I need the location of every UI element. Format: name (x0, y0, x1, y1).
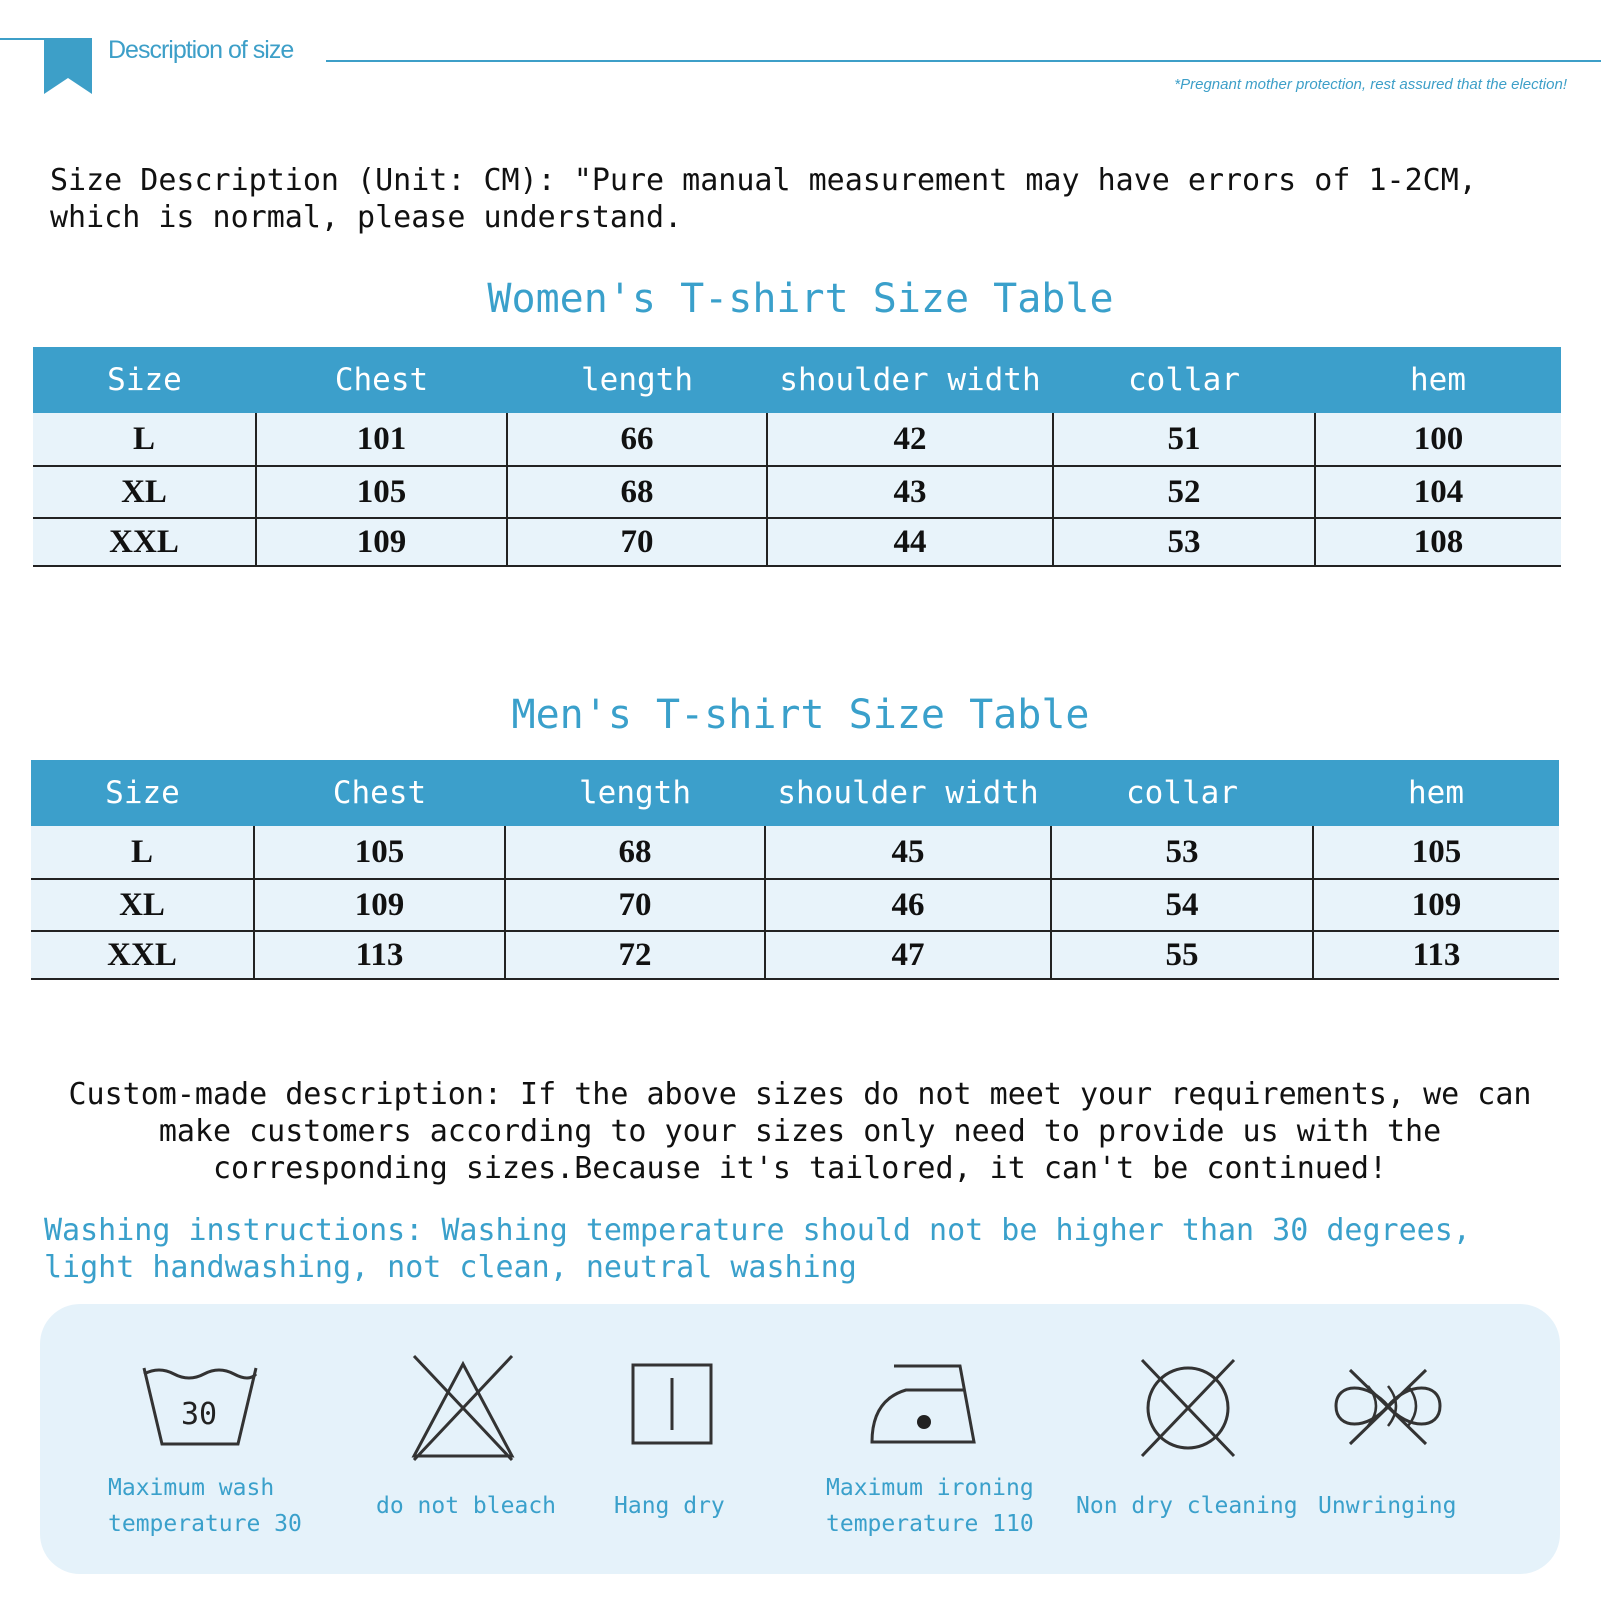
cell-length: 70 (507, 518, 767, 566)
custom-line-1: Custom-made description: If the above sizes do not meet your requirements, we can (68, 1077, 1532, 1112)
no-dry-clean-icon (1136, 1356, 1240, 1460)
hang-dry-icon (630, 1362, 714, 1446)
table-row (33, 466, 1561, 518)
care-item-hang-dry (600, 1304, 760, 1574)
care-symbols-panel (40, 1304, 1560, 1574)
header-size: Size (33, 347, 256, 413)
table-row (31, 931, 1559, 979)
cell-length: 72 (505, 931, 765, 979)
care-label: Unwringing (1318, 1493, 1457, 1519)
washing-instructions (44, 1212, 1584, 1286)
cell-shoulder-width: 47 (765, 931, 1051, 979)
cell-size: XXL (31, 931, 254, 979)
washing-line-2: light handwashing, not clean, neutral washing (44, 1250, 857, 1285)
header-shoulder-width: shoulder width (767, 347, 1053, 413)
header-rule-right (326, 60, 1601, 62)
header-hem: hem (1313, 760, 1559, 826)
header-rule-left (0, 38, 46, 40)
cell-chest: 105 (256, 466, 507, 518)
women-size-table (33, 347, 1561, 567)
cell-collar: 54 (1051, 879, 1313, 931)
men-table-title: Men's T-shirt Size Table (511, 692, 1090, 738)
cell-size: L (33, 413, 256, 466)
cell-shoulder-width: 43 (767, 466, 1053, 518)
care-item-iron (820, 1304, 1060, 1574)
care-label-line: Maximum ironing (826, 1475, 1034, 1501)
cell-chest: 101 (256, 413, 507, 466)
care-item-no-dry-clean (1070, 1304, 1310, 1574)
cell-size: XXL (33, 518, 256, 566)
cell-length: 68 (505, 826, 765, 879)
size-description (50, 162, 1570, 236)
wash-temp-number: 30 (180, 1397, 218, 1432)
cell-collar: 55 (1051, 931, 1313, 979)
care-label (826, 1470, 1034, 1542)
size-description-line-1: Size Description (Unit: CM): "Pure manual measurement may have errors of 1-2CM, (50, 163, 1477, 198)
cell-hem: 113 (1313, 931, 1559, 979)
care-label: do not bleach (376, 1493, 557, 1519)
custom-line-3: corresponding sizes.Because it's tailored, it can't be continued! (213, 1151, 1387, 1186)
cell-shoulder-width: 45 (765, 826, 1051, 879)
cell-hem: 100 (1315, 413, 1561, 466)
header-collar: collar (1053, 347, 1315, 413)
table-header-row (33, 347, 1561, 413)
cell-chest: 109 (254, 879, 505, 931)
cell-shoulder-width: 46 (765, 879, 1051, 931)
cell-shoulder-width: 44 (767, 518, 1053, 566)
cell-length: 68 (507, 466, 767, 518)
header-collar: collar (1051, 760, 1313, 826)
header-size: Size (31, 760, 254, 826)
cell-hem: 105 (1313, 826, 1559, 879)
table-row (33, 518, 1561, 566)
washing-line-1: Washing instructions: Washing temperature should not be higher than 30 degrees, (44, 1213, 1471, 1248)
iron-icon (868, 1360, 978, 1450)
header-shoulder-width: shoulder width (765, 760, 1051, 826)
cell-chest: 105 (254, 826, 505, 879)
header-length: length (505, 760, 765, 826)
care-label-line: temperature 30 (108, 1511, 302, 1537)
table-row (33, 413, 1561, 466)
header-note: *Pregnant mother protection, rest assured that the election! (1174, 76, 1567, 93)
no-bleach-icon (408, 1352, 518, 1464)
cell-shoulder-width: 42 (767, 413, 1053, 466)
cell-length: 66 (507, 413, 767, 466)
header-chest: Chest (254, 760, 505, 826)
header-length: length (507, 347, 767, 413)
cell-hem: 109 (1313, 879, 1559, 931)
table-row (31, 826, 1559, 879)
men-size-table (31, 760, 1559, 980)
care-label: Non dry cleaning (1076, 1493, 1298, 1519)
cell-collar: 53 (1051, 826, 1313, 879)
custom-made-description (20, 1076, 1580, 1187)
cell-hem: 104 (1315, 466, 1561, 518)
cell-chest: 113 (254, 931, 505, 979)
header-chest: Chest (256, 347, 507, 413)
cell-chest: 109 (256, 518, 507, 566)
cell-size: L (31, 826, 254, 879)
cell-collar: 52 (1053, 466, 1315, 518)
table-header-row (31, 760, 1559, 826)
care-label: Hang dry (614, 1493, 725, 1519)
wash-30-icon (140, 1364, 260, 1450)
custom-line-2: make customers according to your sizes only need to provide us with the (158, 1114, 1442, 1149)
cell-length: 70 (505, 879, 765, 931)
cell-collar: 51 (1053, 413, 1315, 466)
no-wring-icon (1328, 1364, 1448, 1448)
cell-hem: 108 (1315, 518, 1561, 566)
women-table-title: Women's T-shirt Size Table (487, 276, 1114, 322)
care-label (108, 1470, 302, 1542)
header-title: Description of size (108, 36, 294, 64)
table-row (31, 879, 1559, 931)
care-item-no-bleach (360, 1304, 590, 1574)
care-item-no-wring (1320, 1304, 1500, 1574)
cell-collar: 53 (1053, 518, 1315, 566)
header-hem: hem (1315, 347, 1561, 413)
size-description-line-2: which is normal, please understand. (50, 200, 683, 235)
cell-size: XL (33, 466, 256, 518)
bookmark-icon (44, 38, 92, 94)
care-label-line: Maximum wash (108, 1475, 275, 1501)
care-item-wash (100, 1304, 320, 1574)
care-label-line: temperature 110 (826, 1511, 1034, 1537)
cell-size: XL (31, 879, 254, 931)
